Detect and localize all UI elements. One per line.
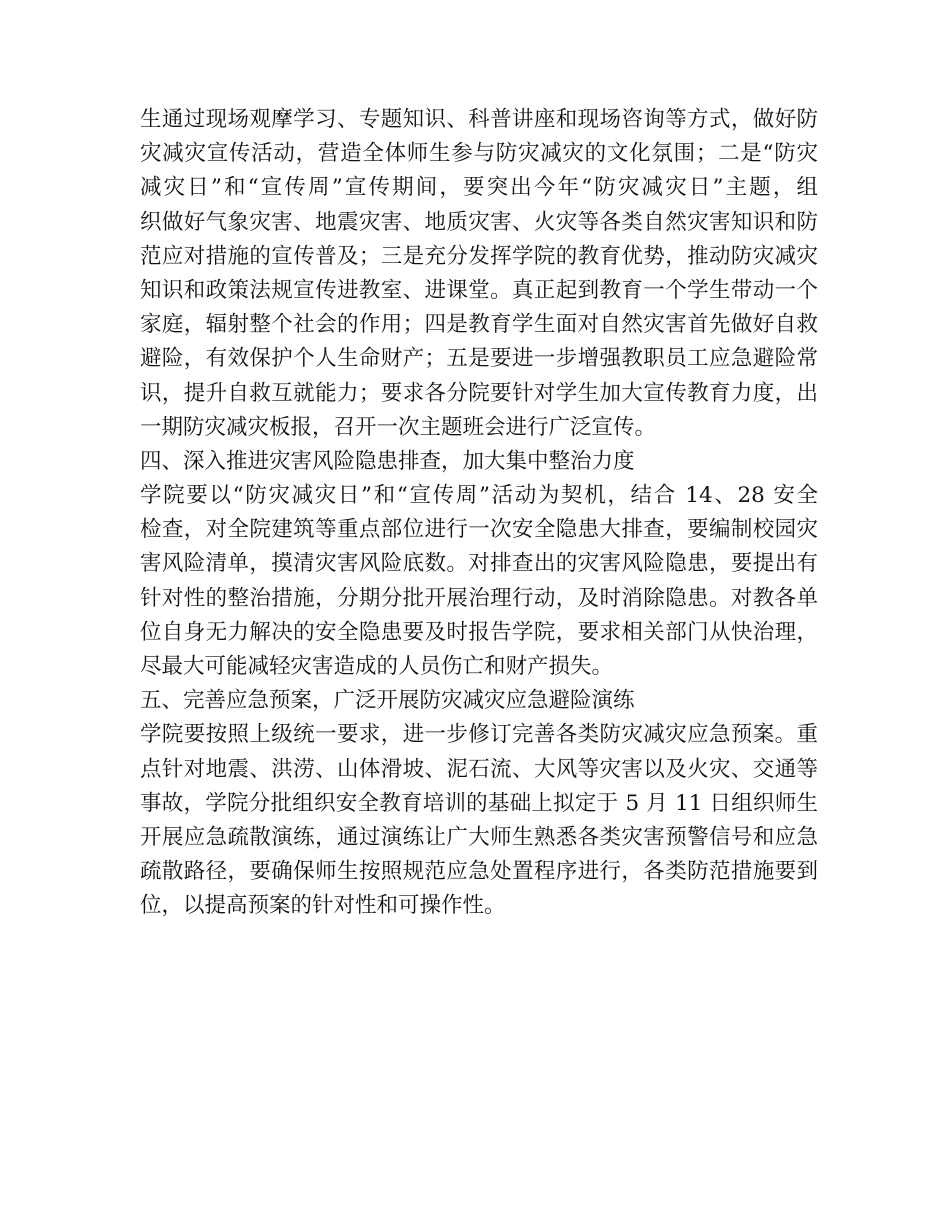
document-body: [140, 103, 818, 924]
text-line: 识，提升自救互就能力；要求各分院要针对学生加大宣传教育力度，出: [140, 380, 818, 406]
text-line: 位，以提高预案的针对性和可操作性。: [140, 893, 506, 919]
paragraph-emergency-drill: [140, 718, 818, 923]
text-line: 尽最大可能减轻灾害造成的人员伤亡和财产损失。: [140, 654, 614, 679]
text-line: 灾减灾宣传活动，营造全体师生参与防灾减灾的文化氛围；二是“防灾: [140, 141, 818, 167]
text-line: 疏散路径，要确保师生按照规范应急处置程序进行，各类防范措施要到: [140, 859, 818, 885]
section-heading-4: 四、深入推进灾害风险隐患排查，加大集中整治力度: [140, 448, 635, 474]
paragraph-publicity: [140, 103, 818, 445]
text-line: 针对性的整治措施，分期分批开展治理行动，及时消除隐患。对教各单: [140, 585, 818, 611]
text-line: 织做好气象灾害、地震灾害、地质灾害、火灾等各类自然灾害知识和防: [140, 209, 818, 235]
text-line: 学院要按照上级统一要求，进一步修订完善各类防灾减灾应急预案。重: [140, 722, 818, 748]
text-line: 一期防灾减灾板报，召开一次主题班会进行广泛宣传。: [140, 414, 657, 440]
text-line: 点针对地震、洪涝、山体滑坡、泥石流、大风等灾害以及火灾、交通等: [140, 756, 818, 782]
paragraph-hazard-inspection: [140, 479, 818, 684]
text-line: 生通过现场观摩学习、专题知识、科普讲座和现场咨询等方式，做好防: [140, 107, 818, 132]
text-line: 家庭，辐射整个社会的作用；四是教育学生面对自然灾害首先做好自救: [140, 312, 818, 338]
text-line: 害风险清单，摸清灾害风险底数。对排查出的灾害风险隐患，要提出有: [140, 551, 818, 577]
text-line: 事故，学院分批组织安全教育培训的基础上拟定于 5 月 11 日组织师生: [140, 790, 818, 816]
text-line: 避险，有效保护个人生命财产；五是要进一步增强教职员工应急避险常: [140, 346, 818, 372]
section-heading-5: 五、完善应急预案，广泛开展防灾减灾应急避险演练: [140, 688, 635, 714]
text-line: 减灾日”和“宣传周”宣传期间，要突出今年“防灾减灾日”主题，组: [140, 175, 818, 201]
text-line: 学院要以“防灾减灾日”和“宣传周”活动为契机，结合 14、28 安全: [140, 483, 818, 509]
text-line: 位自身无力解决的安全隐患要及时报告学院，要求相关部门从快治理，: [140, 619, 818, 645]
text-line: 检查，对全院建筑等重点部位进行一次安全隐患大排查，要编制校园灾: [140, 517, 818, 543]
text-line: 范应对措施的宣传普及；三是充分发挥学院的教育优势，推动防灾减灾: [140, 243, 818, 269]
text-line: 开展应急疏散演练，通过演练让广大师生熟悉各类灾害预警信号和应急: [140, 824, 818, 850]
text-line: 知识和政策法规宣传进教室、进课堂。真正起到教育一个学生带动一个: [140, 277, 818, 303]
